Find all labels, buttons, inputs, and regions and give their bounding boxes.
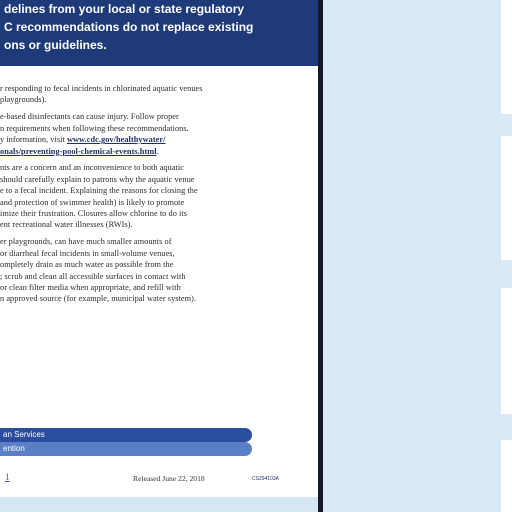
healthywater-link[interactable]: www.cdc.gov/healthywater/ — [66, 135, 166, 145]
paragraph-disinfectants — [0, 111, 318, 157]
banner-line: delines from your local or state regulatory — [4, 2, 245, 16]
card-edge — [501, 0, 512, 114]
pool-chemical-link[interactable]: onals/preventing-pool-chemical-events.html — [0, 146, 157, 156]
banner-text — [0, 0, 318, 54]
body-text — [0, 83, 318, 310]
text-line: n approved source (for example, municipal water system). — [0, 294, 197, 304]
text-line: r responding to fecal incidents in chlorinated aquatic venues — [0, 84, 203, 93]
page-bottom-edge — [0, 497, 318, 512]
text-line: ent recreational water illnesses (RWIs). — [0, 220, 133, 230]
text-fragment: y information, visit — [0, 135, 67, 145]
banner-line: C recommendations do not replace existing — [4, 20, 254, 34]
period: . — [156, 146, 159, 156]
text-line: er playgrounds, can have much smaller amounts of — [0, 237, 172, 247]
hhs-bar: an Services — [0, 428, 252, 442]
text-line: or clean filter media when appropriate, and refill with — [0, 283, 181, 292]
paragraph-playgrounds — [0, 236, 318, 304]
banner-line: ons or guidelines. — [4, 38, 107, 52]
adjacent-page-panel — [323, 0, 512, 512]
cdc-bar: ention — [0, 442, 252, 456]
card-edge — [501, 136, 512, 260]
release-date: Released June 22, 2018 — [133, 474, 205, 483]
text-line: or diarrheal fecal incidents in small-volume venues, — [0, 248, 175, 258]
paragraph-venues — [0, 83, 318, 106]
text-line: n requirements when following these recommendations. — [0, 123, 189, 133]
card-edge — [501, 440, 512, 512]
text-line — [0, 146, 318, 157]
footer-mark: 1 — [5, 472, 10, 482]
text-line: imize their frustration. Closures allow chlorine to do its — [0, 209, 188, 219]
text-line: ompletely drain as much water as possible from the — [0, 260, 174, 270]
text-line: should carefully explain to patrons why the aquatic venue — [0, 174, 195, 184]
document-code: CS294103A — [252, 476, 279, 482]
text-line: nts are a concern and an inconvenience to both aquatic — [0, 163, 184, 173]
text-line: and protection of swimmer health) is likely to promote — [0, 197, 185, 207]
text-line: e to a fecal incident. Explaining the reasons for closing the — [0, 186, 198, 196]
card-edge — [501, 288, 512, 414]
text-line — [0, 134, 318, 145]
text-line: e-based disinfectants can cause injury. Follow proper — [0, 112, 179, 122]
text-line: ; scrub and clean all accessible surfaces in contact with — [0, 271, 186, 281]
text-line: playgrounds). — [0, 95, 47, 105]
paragraph-closure — [0, 162, 318, 230]
